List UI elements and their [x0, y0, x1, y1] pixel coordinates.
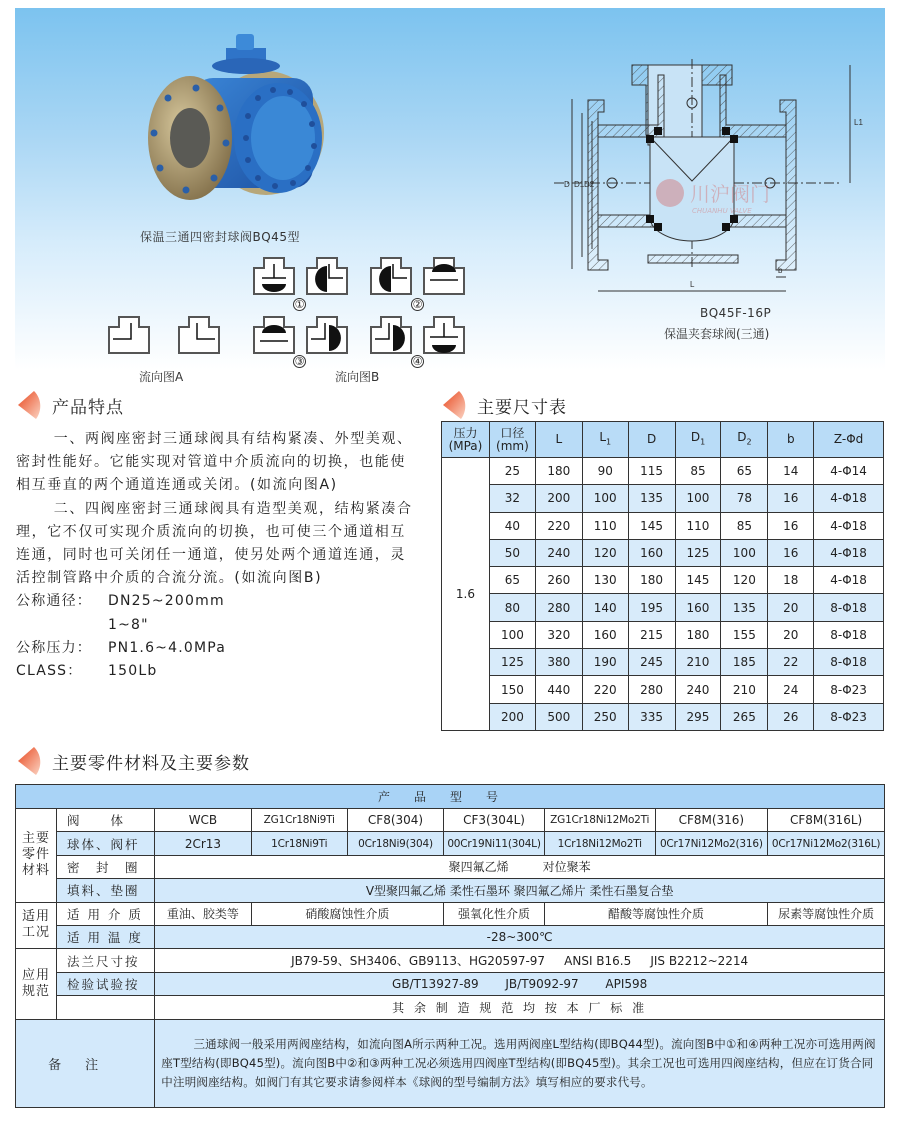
table-cell: 8-Φ18 — [814, 621, 884, 648]
col-bolts: Z-Φd — [814, 422, 884, 458]
text: 1~8" — [108, 616, 149, 633]
table-cell: 填料、垫圈 — [56, 879, 154, 902]
table-cell: 90 — [582, 458, 628, 485]
table-cell: 200 — [489, 703, 535, 730]
table-cell: 160 — [628, 539, 675, 566]
table-cell: 280 — [628, 676, 675, 703]
features-heading: 产品特点 — [52, 397, 124, 418]
feature-paragraph-2: 二、四阀座密封三通球阀具有造型美观，结构紧凑合理，它不仅可实现介质流向的切换，也可使三个通道相互连通，同时也可关闭任一通道，使另处两个通道连通，灵活控制管路中介质的合流分流。(如流向图B) — [16, 500, 413, 587]
feature-paragraph-1: 一、两阀座密封三通球阀具有结构紧凑、外型美观、密封性能好。它能实现对管道中介质流向的切换，也能使相互垂直的两个通道连通或关闭。(如流向图A) — [16, 431, 413, 494]
section-heading-dimensions — [441, 389, 567, 421]
text: 公称压力： — [16, 639, 92, 656]
table-cell: 4-Φ18 — [814, 539, 884, 566]
flow-valve-icon — [367, 313, 415, 357]
table-cell: 100 — [721, 539, 768, 566]
table-cell: 440 — [535, 676, 582, 703]
table-cell: 检验试验按 — [56, 972, 154, 995]
pressure-cell: 1.6 — [442, 458, 490, 731]
table-cell: 220 — [582, 676, 628, 703]
row-inspection-standard — [16, 972, 885, 995]
flow-number-3: ③ — [294, 355, 305, 368]
table-cell: 180 — [535, 458, 582, 485]
table-cell: 40 — [489, 512, 535, 539]
col-L1: $L_1$ — [582, 422, 628, 458]
table-cell: JB79-59、SH3406、GB9113、HG20597-97 ANSI B16.5 JIS B2212~2214 — [155, 949, 885, 972]
dim-label-b: b — [778, 266, 783, 275]
table-cell: 180 — [628, 567, 675, 594]
flow-valve-icon — [175, 313, 223, 357]
table-cell: 1Cr18Ni12Mo2Ti — [544, 832, 655, 855]
table-cell: 密 封 圈 — [56, 855, 154, 878]
table-cell: GB/T13927-89 JB/T9092-97 API598 — [155, 972, 885, 995]
table-cell: 260 — [535, 567, 582, 594]
table-cell: 335 — [628, 703, 675, 730]
dim-label-l1: L1 — [854, 118, 863, 127]
text: PN1.6~4.0MPa — [108, 639, 227, 656]
table-cell: 0Cr17Ni12Mo2(316L) — [768, 832, 885, 855]
table-cell: 295 — [675, 703, 721, 730]
row-flange-standard — [16, 949, 885, 972]
table-cell: 其 余 制 造 规 范 均 按 本 厂 标 准 — [155, 996, 885, 1019]
col-b: b — [768, 422, 814, 458]
table-cell: ZG1Cr18Ni12Mo2Ti — [544, 809, 655, 832]
product-model-header: 产品型号 — [16, 785, 885, 809]
table-cell: 200 — [535, 485, 582, 512]
table-row — [442, 539, 884, 566]
flow-valve-icon — [367, 254, 415, 298]
text: (mm) — [496, 438, 529, 453]
text: DN25~200mm — [108, 593, 225, 610]
drawing-model: BQ45F-16P — [700, 306, 772, 320]
row-packing-gasket — [16, 879, 885, 902]
table-cell: 32 — [489, 485, 535, 512]
table-cell: 阀 体 — [56, 809, 154, 832]
table-cell: 4-Φ18 — [814, 512, 884, 539]
table-cell: 16 — [768, 539, 814, 566]
table-cell: 100 — [489, 621, 535, 648]
photo-caption: 保温三通四密封球阀BQ45型 — [140, 230, 300, 244]
table-cell: 215 — [628, 621, 675, 648]
row-ball-stem — [16, 832, 885, 855]
table-cell: 220 — [535, 512, 582, 539]
dimension-table — [441, 421, 884, 731]
table-cell: CF8M(316L) — [768, 809, 885, 832]
table-cell: 24 — [768, 676, 814, 703]
table-cell: 190 — [582, 649, 628, 676]
dimensions-heading: 主要尺寸表 — [477, 397, 567, 418]
table-cell: 26 — [768, 703, 814, 730]
seal-ring-values — [155, 855, 885, 878]
table-cell: 85 — [675, 458, 721, 485]
table-cell: 65 — [721, 458, 768, 485]
table-cell: 2Cr13 — [155, 832, 251, 855]
dim-label-d: D — [564, 180, 570, 189]
flow-label-a: 流向图A — [139, 370, 184, 384]
table-row — [442, 703, 884, 730]
table-cell: 硝酸腐蚀性介质 — [251, 902, 444, 925]
group-conditions: 适用工况 — [16, 902, 57, 949]
table-cell: WCB — [155, 809, 251, 832]
table-cell: 78 — [721, 485, 768, 512]
table-cell: 适 用 温 度 — [56, 925, 154, 948]
table-cell: 185 — [721, 649, 768, 676]
table-cell: 160 — [675, 594, 721, 621]
table-row — [442, 567, 884, 594]
spec-nominal-pressure — [16, 637, 416, 660]
text: 口径 — [500, 425, 525, 440]
row-other-standards — [16, 996, 885, 1019]
table-cell: 球体、阀杆 — [56, 832, 154, 855]
flow-valve-icon — [250, 313, 298, 357]
dim-label-d1: D1 — [574, 180, 585, 189]
table-cell: 135 — [628, 485, 675, 512]
table-cell: CF8M(316) — [655, 809, 768, 832]
col-pressure — [442, 422, 490, 458]
notes-text: 三通球阀一般采用两阀座结构，如流向图A所示两种工况。选用两阀座L型结构(即BQ44型)。流向图B中①和④两种工况亦可选用两阀座T型结构(即BQ45型)。流向图B中②和③两种工况必须选用四阀座T型结构(即BQ45型)。其余工况也可选用四阀座结构，但应在订货合同中注明阀座结构。如阀门有其它要求请参阅样本《球阀的型号编制方法》填写相应的要求代号。 — [155, 1019, 885, 1107]
table-cell: 1Cr18Ni9Ti — [251, 832, 347, 855]
table-cell: 重油、胶类等 — [155, 902, 251, 925]
table-cell: 280 — [535, 594, 582, 621]
features-text — [16, 428, 416, 683]
table-cell: 100 — [675, 485, 721, 512]
row-temperature — [16, 925, 885, 948]
table-cell: 380 — [535, 649, 582, 676]
table-cell: 18 — [768, 567, 814, 594]
col-D1: $D_1$ — [675, 422, 721, 458]
table-cell: 100 — [582, 485, 628, 512]
table-cell: 50 — [489, 539, 535, 566]
table-cell: 210 — [721, 676, 768, 703]
table-cell — [56, 996, 154, 1019]
table-cell: 320 — [535, 621, 582, 648]
flow-label-b: 流向图B — [335, 370, 380, 384]
spec-class — [16, 660, 416, 683]
spec-nominal-diameter-inch — [16, 614, 416, 637]
flow-number-4: ④ — [412, 355, 423, 368]
dim-label-d2: D2 — [584, 180, 595, 189]
table-cell: 8-Φ23 — [814, 676, 884, 703]
flow-valve-icon — [303, 313, 351, 357]
materials-heading: 主要零件材料及主要参数 — [52, 753, 250, 774]
flow-diagrams — [95, 250, 475, 385]
table-cell: 180 — [675, 621, 721, 648]
table-cell: 210 — [675, 649, 721, 676]
table-cell: 25 — [489, 458, 535, 485]
table-row — [442, 458, 884, 485]
table-cell: 135 — [721, 594, 768, 621]
row-seal-ring — [16, 855, 885, 878]
table-cell: 250 — [582, 703, 628, 730]
col-D2: $D_2$ — [721, 422, 768, 458]
row-notes — [16, 1019, 885, 1107]
table-cell: 20 — [768, 594, 814, 621]
col-D: D — [628, 422, 675, 458]
table-cell: 强氧化性介质 — [444, 902, 545, 925]
table-cell: 0Cr18Ni9(304) — [347, 832, 443, 855]
notes-label: 备注 — [16, 1019, 155, 1107]
dimension-table-header — [442, 422, 884, 458]
table-cell: 110 — [582, 512, 628, 539]
table-cell: 140 — [582, 594, 628, 621]
table-row — [442, 676, 884, 703]
table-cell: 150 — [489, 676, 535, 703]
table-row — [442, 594, 884, 621]
table-cell: 14 — [768, 458, 814, 485]
table-cell: 160 — [582, 621, 628, 648]
watermark-sub: CHUANHU VALVE — [692, 207, 752, 215]
row-medium — [16, 902, 885, 925]
table-cell: 110 — [675, 512, 721, 539]
table-cell: 0Cr17Ni12Mo2(316) — [655, 832, 768, 855]
section-heading-materials — [16, 745, 250, 777]
drawing-name: 保温夹套球阀(三通) — [664, 327, 770, 341]
table-row — [442, 621, 884, 648]
text: (MPa) — [448, 438, 483, 453]
table-cell: V型聚四氟乙烯 柔性石墨环 聚四氟乙烯片 柔性石墨复合垫 — [155, 879, 885, 902]
text: 压力 — [453, 425, 478, 440]
flow-number-2: ② — [412, 298, 423, 311]
table-cell: 65 — [489, 567, 535, 594]
col-L: L — [535, 422, 582, 458]
table-cell: 适 用 介 质 — [56, 902, 154, 925]
table-row — [442, 485, 884, 512]
row-valve-body — [16, 809, 885, 832]
flow-valve-icon — [105, 313, 153, 357]
table-cell: 尿素等腐蚀性介质 — [768, 902, 885, 925]
materials-table — [15, 784, 885, 1108]
table-cell: 500 — [535, 703, 582, 730]
table-cell: 145 — [628, 512, 675, 539]
group-main-parts: 主要零件材料 — [16, 809, 57, 903]
table-cell: 240 — [675, 676, 721, 703]
table-cell: 240 — [535, 539, 582, 566]
dim-label-l: L — [690, 280, 695, 289]
table-cell: ZG1Cr18Ni9Ti — [251, 809, 347, 832]
table-cell: 125 — [675, 539, 721, 566]
text: 聚四氟乙烯 — [448, 860, 509, 875]
table-cell: 125 — [489, 649, 535, 676]
table-row — [442, 649, 884, 676]
text: 公称通径： — [16, 593, 92, 610]
text: 对位聚苯 — [542, 860, 591, 875]
product-model-header-row — [16, 785, 885, 809]
table-cell: 4-Φ18 — [814, 485, 884, 512]
table-cell: 85 — [721, 512, 768, 539]
table-cell: 醋酸等腐蚀性介质 — [544, 902, 767, 925]
technical-drawing — [550, 55, 875, 300]
table-cell: 22 — [768, 649, 814, 676]
flow-valve-icon — [420, 254, 468, 298]
heading-marker-icon — [16, 389, 42, 421]
table-cell: CF3(304L) — [444, 809, 545, 832]
table-cell: 245 — [628, 649, 675, 676]
table-cell: 120 — [721, 567, 768, 594]
table-cell: CF8(304) — [347, 809, 443, 832]
heading-marker-icon — [16, 745, 42, 777]
table-cell: 4-Φ14 — [814, 458, 884, 485]
table-cell: 20 — [768, 621, 814, 648]
heading-marker-icon — [441, 389, 467, 421]
watermark: 川沪阀门 — [690, 182, 770, 206]
table-cell: 265 — [721, 703, 768, 730]
table-cell: 8-Φ18 — [814, 649, 884, 676]
table-cell: 4-Φ18 — [814, 567, 884, 594]
table-cell: 80 — [489, 594, 535, 621]
group-standards: 应用规范 — [16, 949, 57, 1019]
table-cell: 115 — [628, 458, 675, 485]
table-cell: 155 — [721, 621, 768, 648]
table-cell: 195 — [628, 594, 675, 621]
col-bore — [489, 422, 535, 458]
table-cell: 8-Φ23 — [814, 703, 884, 730]
section-heading-features — [16, 389, 124, 421]
flow-number-1: ① — [294, 298, 305, 311]
table-cell: 130 — [582, 567, 628, 594]
table-cell: 120 — [582, 539, 628, 566]
text: CLASS： — [16, 663, 83, 680]
flow-valve-icon — [250, 254, 298, 298]
table-cell: 145 — [675, 567, 721, 594]
valve-photo — [138, 28, 338, 208]
flow-valve-icon — [303, 254, 351, 298]
table-cell: 16 — [768, 485, 814, 512]
flow-valve-icon — [420, 313, 468, 357]
table-cell: 法兰尺寸按 — [56, 949, 154, 972]
table-cell: 16 — [768, 512, 814, 539]
table-cell: 00Cr19Ni11(304L) — [444, 832, 545, 855]
text: 150Lb — [108, 663, 158, 680]
table-cell: 8-Φ18 — [814, 594, 884, 621]
table-cell: -28~300℃ — [155, 925, 885, 948]
spec-nominal-diameter — [16, 590, 416, 613]
table-row — [442, 512, 884, 539]
